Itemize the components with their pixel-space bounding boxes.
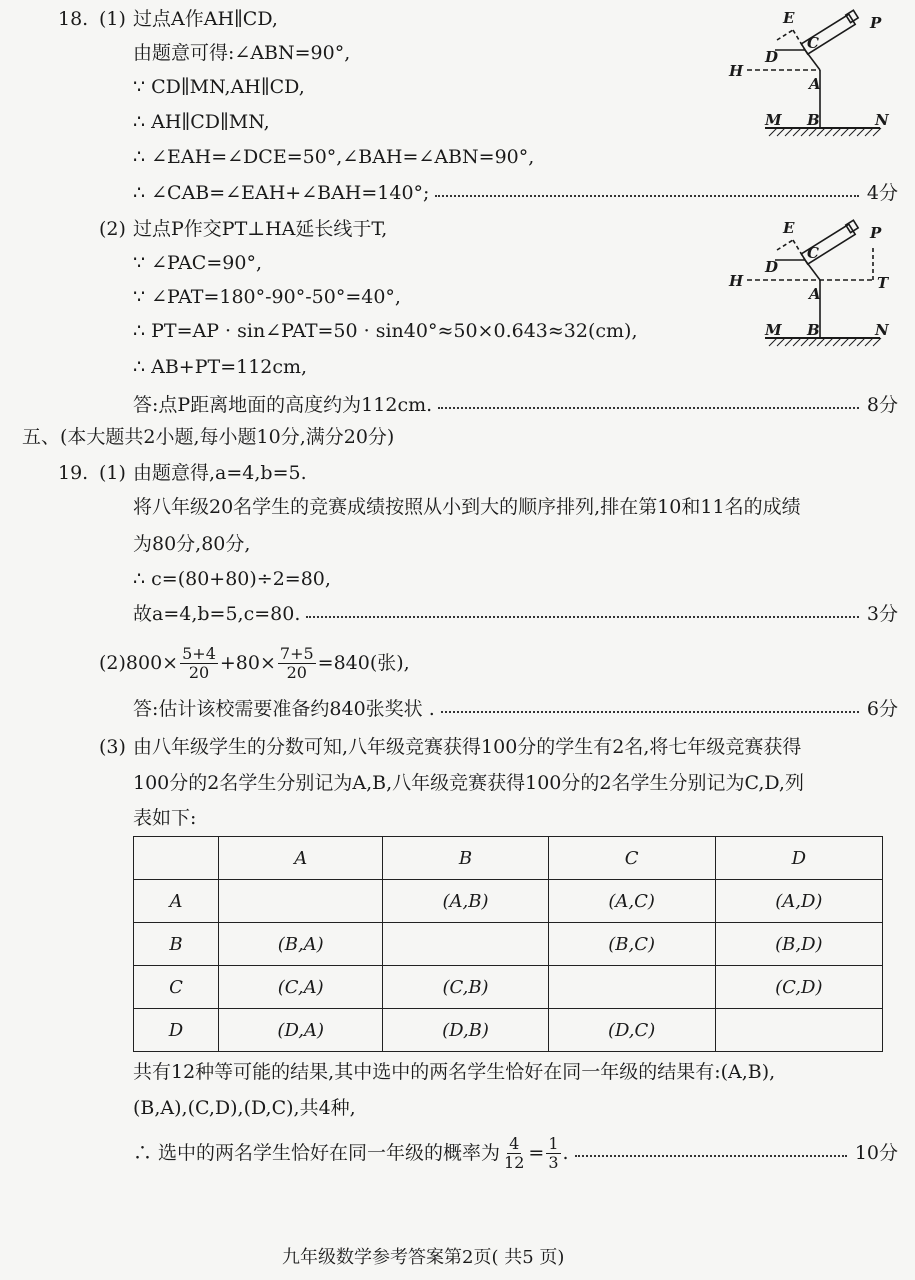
score-leader <box>435 195 858 197</box>
q18-p1-line5: ∴ ∠EAH=∠DCE=50°,∠BAH=∠ABN=90°, <box>133 146 535 168</box>
table-cell: (A,B) <box>383 880 548 923</box>
q18-p2-line2: ∵ ∠PAC=90°, <box>133 252 262 274</box>
q18-p1-line6-row <box>133 180 898 206</box>
fraction-numerator: 7+5 <box>279 643 314 663</box>
q18-part2-label: (2) <box>99 218 126 240</box>
q18-p2-answer: 答:点P距离地面的高度约为112cm. <box>133 394 433 416</box>
fig2-label-p: P <box>870 224 882 242</box>
q19-p3-fraction-1 <box>502 1135 526 1172</box>
q19-p2-answer: 答:估计该校需要准备约840张奖状 . <box>133 698 435 720</box>
q19-part3-label: (3) <box>99 736 126 758</box>
q19-p3-line3: 表如下: <box>133 807 197 829</box>
q18-p2-line3: ∵ ∠PAT=180°-90°-50°=40°, <box>133 286 401 308</box>
fig1-label-h: H <box>729 62 744 80</box>
q18-p1-line2: 由题意可得:∠ABN=90°, <box>133 42 351 64</box>
q19-p3-fraction-2 <box>546 1135 560 1172</box>
fig1-dashed-de <box>777 30 793 40</box>
fig1-label-m: M <box>765 111 782 129</box>
table-cell: (D,C) <box>548 1009 715 1052</box>
fraction-numerator: 4 <box>509 1133 520 1153</box>
q18-p1-line1: 过点A作AH∥CD, <box>133 8 278 30</box>
q19-p3-period: . <box>562 1142 569 1164</box>
q19-p2-fraction-2 <box>278 645 316 682</box>
table-header-cell: B <box>383 837 548 880</box>
fig1-label-d: D <box>765 48 779 66</box>
fig1-label-b: B <box>807 111 820 129</box>
q18-p1-line3: ∵ CD∥MN,AH∥CD, <box>133 76 305 98</box>
q19-number: 19. <box>58 462 89 484</box>
q19-p2-score: 6分 <box>866 698 898 720</box>
fig2-label-n: N <box>875 321 889 339</box>
section5-title: 五、(本大题共2小题,每小题10分,满分20分) <box>22 426 395 448</box>
q18-p1-score: 4分 <box>866 182 898 204</box>
q18-p2-line1: 过点P作交PT⊥HA延长线于T, <box>133 218 388 240</box>
table-row <box>134 1009 883 1052</box>
q18-p1-line4: ∴ AH∥CD∥MN, <box>133 111 270 133</box>
q18-p1-line6: ∴ ∠CAB=∠EAH+∠BAH=140°; <box>133 182 430 204</box>
table-cell: (D,B) <box>383 1009 548 1052</box>
table-header-cell: C <box>548 837 715 880</box>
q19-p2-c: =840(张), <box>317 652 410 674</box>
fig1-label-e: E <box>783 9 795 27</box>
q19-outcome-table <box>133 836 883 1052</box>
table-row <box>134 880 883 923</box>
table-cell: (C,B) <box>383 966 548 1009</box>
q19-p3-equals: = <box>528 1142 545 1164</box>
page-footer: 九年级数学参考答案第2页( 共5 页) <box>282 1247 565 1268</box>
fraction-denominator: 12 <box>504 1152 525 1172</box>
q19-p2-a: 800× <box>125 652 179 674</box>
fraction-numerator: 1 <box>548 1133 559 1153</box>
fig1-ground-hatch <box>769 128 881 136</box>
fraction-numerator: 5+4 <box>182 643 216 663</box>
fig2-label-b: B <box>807 321 820 339</box>
q19-p1-line2: 将八年级20名学生的竞赛成绩按照从小到大的顺序排列,排在第10和11名的成绩 <box>133 496 801 518</box>
q19-p1-line4: ∴ c=(80+80)÷2=80, <box>133 568 331 590</box>
table-cell <box>548 966 715 1009</box>
q19-p3-line5: (B,A),(C,D),(D,C),共4种, <box>133 1097 356 1119</box>
table-cell: (A,C) <box>548 880 715 923</box>
table-header-cell <box>134 837 219 880</box>
q18-number: 18. <box>58 8 89 30</box>
q19-p1-line3: 为80分,80分, <box>133 533 251 555</box>
table-cell <box>219 880 383 923</box>
score-leader <box>438 407 859 409</box>
table-cell <box>715 1009 882 1052</box>
table-cell: (C,A) <box>219 966 383 1009</box>
table-row-header: B <box>134 923 219 966</box>
q18-p2-line5: ∴ AB+PT=112cm, <box>133 356 308 378</box>
table-cell: (B,C) <box>548 923 715 966</box>
fraction-denominator: 3 <box>548 1152 559 1172</box>
q18-figure-1 <box>725 8 895 148</box>
fig2-lamp <box>846 220 858 232</box>
fig2-label-d: D <box>765 258 779 276</box>
q19-p3-line2: 100分的2名学生分别记为A,B,八年级竞赛获得100分的2名学生分别记为C,D,列 <box>133 772 804 794</box>
fig2-label-a: A <box>809 285 821 303</box>
q19-part2-label: (2) <box>99 652 126 674</box>
q19-p3-line4: 共有12种等可能的结果,其中选中的两名学生恰好在同一年级的结果有:(A,B), <box>133 1061 776 1083</box>
fraction-denominator: 20 <box>188 662 210 682</box>
fig2-label-e: E <box>783 219 795 237</box>
fig1-label-a: A <box>809 75 821 93</box>
table-header-cell: D <box>715 837 882 880</box>
q19-p3-score: 10分 <box>854 1142 898 1164</box>
table-row <box>134 966 883 1009</box>
score-leader <box>441 711 859 713</box>
table-row-header: A <box>134 880 219 923</box>
table-header-cell: A <box>219 837 383 880</box>
fig2-ground-hatch <box>769 338 881 346</box>
q19-p1-line5-row <box>133 601 898 627</box>
table-header-row <box>134 837 883 880</box>
q19-p2-b: +80× <box>219 652 276 674</box>
q19-p3-line6: ∴ 选中的两名学生恰好在同一年级的概率为 <box>133 1142 501 1164</box>
fig2-label-c: C <box>807 244 819 262</box>
q18-p2-line4: ∴ PT=AP · sin∠PAT=50 · sin40°≈50×0.643≈32(cm), <box>133 320 638 342</box>
score-leader <box>306 616 859 618</box>
q19-p1-score: 3分 <box>866 603 898 625</box>
fig2-label-t: T <box>877 274 889 292</box>
fraction-denominator: 20 <box>286 662 307 682</box>
fig2-dashed-de <box>777 240 793 250</box>
table-cell: (B,D) <box>715 923 882 966</box>
fig1-lamp <box>846 10 858 22</box>
q19-p2-formula-row <box>99 640 410 686</box>
table-row <box>134 923 883 966</box>
fig1-label-p: P <box>870 14 882 32</box>
q18-p2-answer-row <box>133 392 898 418</box>
q19-p1-line1: 由题意得,a=4,b=5. <box>133 462 307 484</box>
q18-p2-score: 8分 <box>866 394 898 416</box>
fig2-label-h: H <box>729 272 744 290</box>
q18-part1-label: (1) <box>99 8 126 30</box>
q19-p2-fraction-1 <box>180 645 218 682</box>
score-leader <box>575 1155 847 1157</box>
table-cell: (A,D) <box>715 880 882 923</box>
fig1-label-n: N <box>875 111 889 129</box>
q19-p3-line6-row <box>133 1130 898 1176</box>
table-row-header: C <box>134 966 219 1009</box>
table-cell: (B,A) <box>219 923 383 966</box>
q19-p1-line5: 故a=4,b=5,c=80. <box>133 603 301 625</box>
table-cell <box>383 923 548 966</box>
q19-part1-label: (1) <box>99 462 126 484</box>
table-cell: (C,D) <box>715 966 882 1009</box>
q18-figure-2 <box>725 218 895 358</box>
q19-p2-answer-row <box>133 696 898 722</box>
table-row-header: D <box>134 1009 219 1052</box>
q19-p3-line1: 由八年级学生的分数可知,八年级竞赛获得100分的学生有2名,将七年级竞赛获得 <box>133 736 802 758</box>
fig2-label-m: M <box>765 321 782 339</box>
fig1-label-c: C <box>807 34 819 52</box>
table-cell: (D,A) <box>219 1009 383 1052</box>
